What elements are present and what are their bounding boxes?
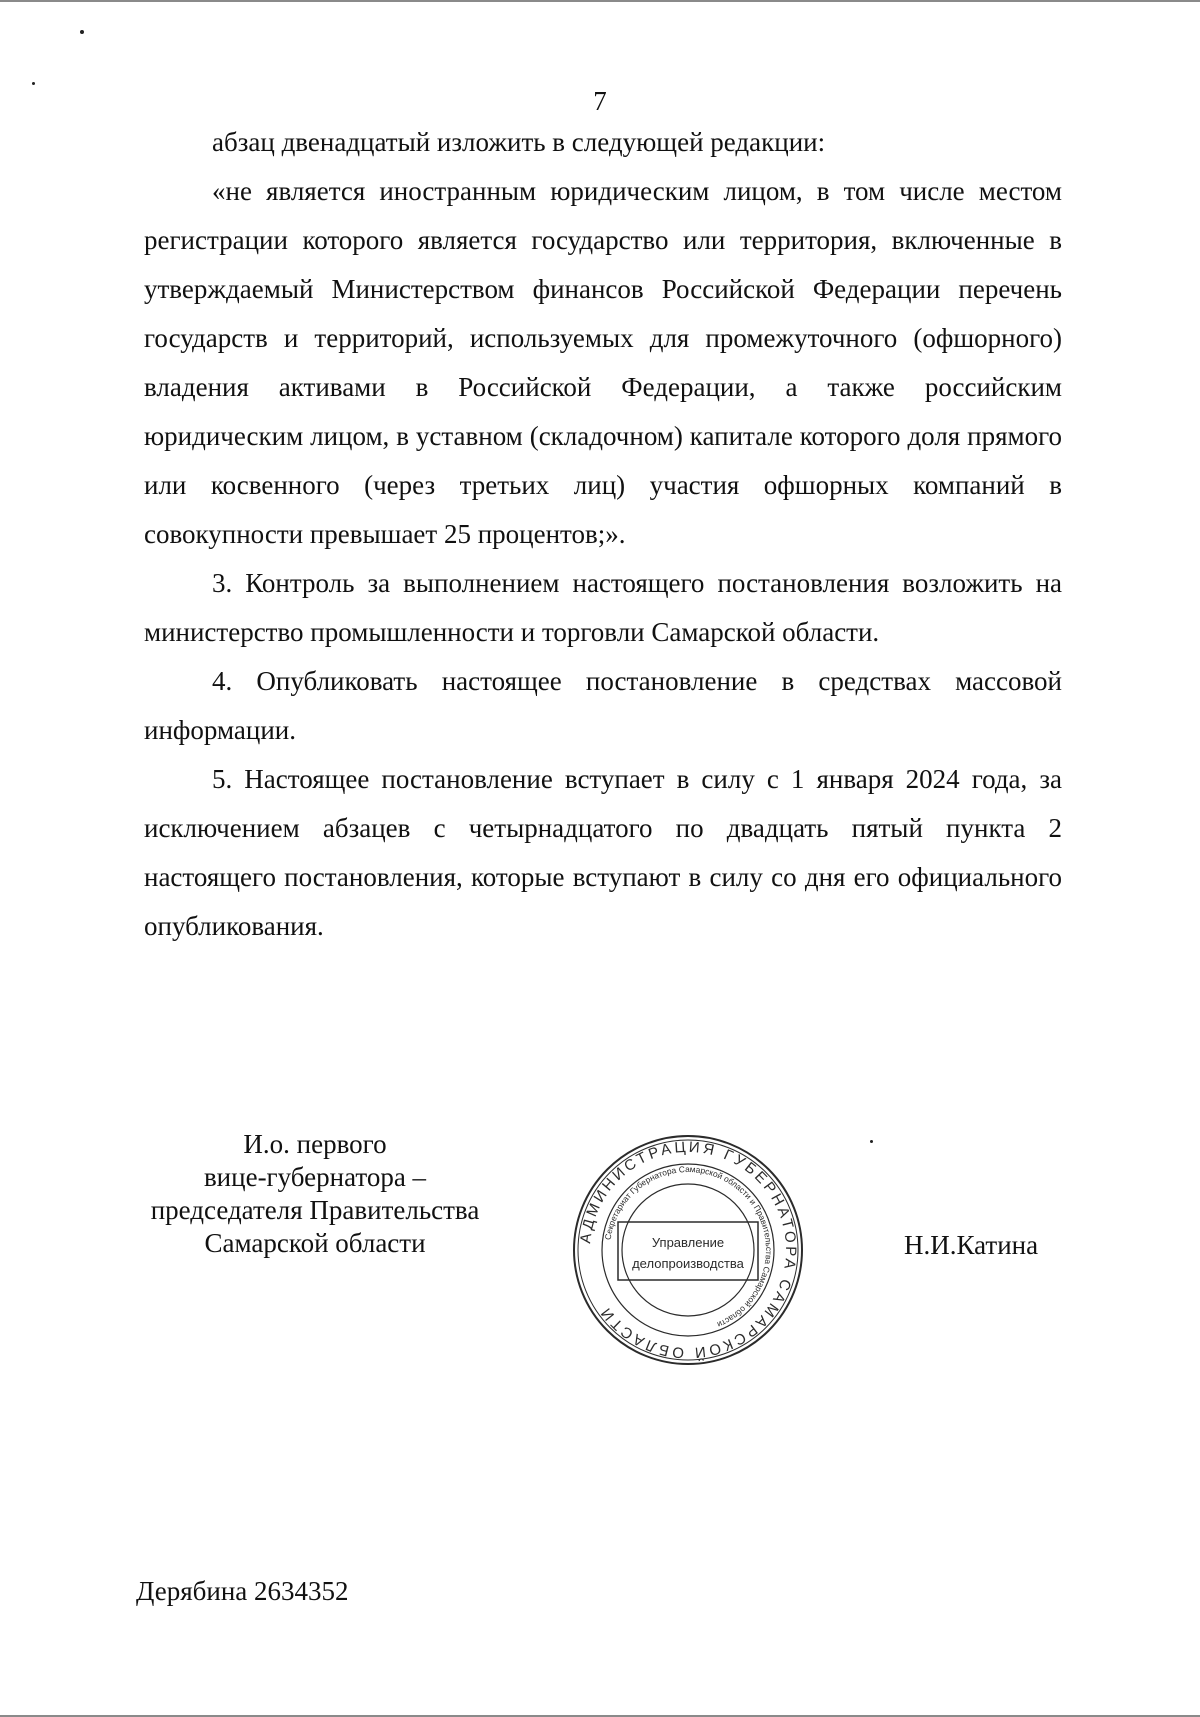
paragraph-effective-date: 5. Настоящее постановление вступает в силу с 1 января 2024 года, за исключением абзацев с четырнадцатого по двадцать пятый пункта 2 настоящего постановления, которые вступают в силу со дня его официального опубликования. <box>144 764 1062 941</box>
paragraph-publication: 4. Опубликовать настоящее постановление в средствах массовой информации. <box>144 666 1062 745</box>
page-number: 7 <box>593 86 607 116</box>
paragraph-amendment-intro: абзац двенадцатый изложить в следующей редакции: <box>212 127 826 157</box>
seal-inner-text: Секретариат Губернатора Самарской области и Правительства Самарской области <box>602 1163 775 1330</box>
scan-speck <box>870 1140 873 1143</box>
document-body <box>144 118 1062 951</box>
scan-top-edge <box>0 0 1200 2</box>
paragraph-control: 3. Контроль за выполнением настоящего постановления возложить на министерство промышленности и торговли Самарской области. <box>144 568 1062 647</box>
signer-name: Н.И.Катина <box>904 1230 1039 1260</box>
signatory-title-line: вице-губернатора – <box>203 1162 427 1192</box>
seal-center-line-2: делопроизводства <box>632 1256 744 1271</box>
scan-speck <box>32 82 35 85</box>
signatory-title-line: И.о. первого <box>243 1129 387 1159</box>
seal-outer-text: АДМИНИСТРАЦИЯ ГУБЕРНАТОРА САМАРСКОЙ ОБЛАСТИ <box>577 1138 800 1362</box>
signatory-title <box>140 1128 490 1260</box>
official-seal <box>568 1130 808 1370</box>
official-seal-graphic <box>568 1130 808 1370</box>
signatory-title-line: председателя Правительства <box>150 1195 480 1225</box>
executor-contact: Дерябина 2634352 <box>136 1576 349 1606</box>
scan-speck <box>80 30 84 34</box>
signatory-title-line: Самарской области <box>204 1228 426 1258</box>
seal-center-line-1: Управление <box>651 1235 725 1250</box>
paragraph-amendment-text: «не является иностранным юридическим лицом, в том числе местом регистрации которого является государство или территория, включенные в утверждаемый Министерством финансов Российской Федерации перечень государств и территорий, используемых для промежуточного (офшорного) владения активами в Российской Федерации, а также российским юридическим лицом, в уставном (складочном) капитале которого доля прямого или косвенного (через третьих лиц) участия офшорных компаний в совокупности превышает 25 процентов;». <box>144 176 1062 549</box>
